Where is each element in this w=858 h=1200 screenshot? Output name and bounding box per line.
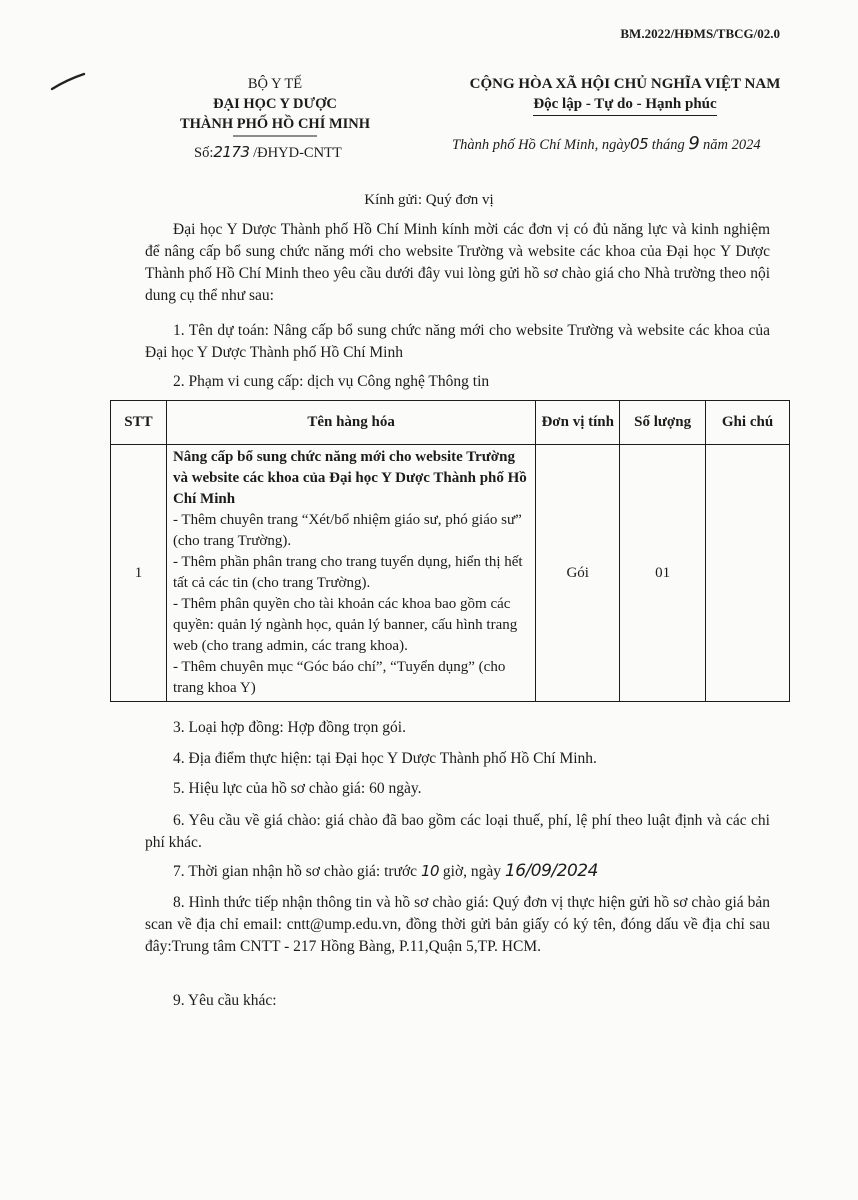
item-7-prefix: 7. Thời gian nhận hồ sơ chào giá: trước: [173, 863, 421, 880]
row-unit: Gói: [536, 445, 620, 702]
row-detail-1: - Thêm chuyên trang “Xét/bổ nhiệm giáo sư, phó giáo sư” (cho trang Trường).: [172, 512, 522, 549]
pen-mark-icon: [50, 72, 86, 92]
item-7-hour: 10: [420, 862, 440, 880]
national-header: [430, 74, 820, 116]
date-month: 9: [688, 133, 700, 154]
university-name-line1: ĐẠI HỌC Y DƯỢC: [213, 96, 337, 112]
issuer-header: [150, 74, 400, 134]
row-item-description: [166, 445, 535, 702]
item-7: [145, 860, 770, 883]
header-unit: Đơn vị tính: [536, 401, 620, 445]
header-underline: [233, 135, 317, 137]
country-name: CỘNG HÒA XÃ HỘI CHỦ NGHĨA VIỆT NAM: [469, 76, 781, 92]
form-code: BM.2022/HĐMS/TBCG/02.0: [620, 26, 780, 41]
item-7-mid: giờ, ngày: [439, 863, 505, 880]
national-motto: Độc lập - Tự do - Hạnh phúc: [533, 94, 716, 116]
doc-no-prefix: Số:: [194, 145, 214, 161]
header-name: Tên hàng hóa: [166, 401, 535, 445]
ministry-name: BỘ Y TẾ: [247, 76, 303, 92]
header-stt: STT: [111, 401, 167, 445]
item-5: [145, 778, 770, 800]
row-note: [706, 445, 790, 702]
row-detail-3: - Thêm phân quyền cho tài khoản các khoa bao gồm các quyền: quản lý ngành học, quản lý banner, cấu hình trang web (cho trang admin, các trang khoa).: [172, 596, 518, 654]
item-2: [145, 371, 770, 393]
item-2-text: 2. Phạm vi cung cấp: dịch vụ Công nghệ Thông tin: [173, 373, 490, 390]
row-stt: 1: [111, 445, 167, 702]
item-6-text: 6. Yêu cầu về giá chào: giá chào đã bao gồm các loại thuế, phí, lệ phí theo luật định và các chi phí khác.: [145, 812, 770, 851]
item-1-text: 1. Tên dự toán: Nâng cấp bổ sung chức năng mới cho website Trường và website các khoa của Đại học Y Dược Thành phố Hồ Chí Minh: [145, 322, 770, 361]
header-qty: Số lượng: [620, 401, 706, 445]
item-5-text: 5. Hiệu lực của hồ sơ chào giá: 60 ngày.: [173, 780, 422, 797]
goods-table: [110, 400, 790, 702]
item-8-text: 8. Hình thức tiếp nhận thông tin và hồ sơ chào giá: Quý đơn vị thực hiện gửi hồ sơ chào giá bản scan về địa chỉ email: cntt@ump.edu.vn, đồng thời gửi bản giấy có ký tên, đóng dấu về địa chỉ sau đây:Trung tâm CNTT - 217 Hồng Bàng, P.11,Quận 5,TP. HCM.: [145, 894, 770, 955]
date-day: 05: [630, 135, 649, 153]
doc-no-suffix: /ĐHYD-CNTT: [249, 145, 342, 161]
item-4-text: 4. Địa điểm thực hiện: tại Đại học Y Dược Thành phố Hồ Chí Minh.: [173, 750, 597, 767]
intro-paragraph: [145, 219, 770, 307]
item-6: [145, 810, 770, 854]
salutation: Kính gửi: Quý đơn vị: [364, 192, 494, 208]
item-8: [145, 892, 770, 958]
year-label: năm 2024: [699, 137, 761, 153]
place-prefix: Thành phố Hồ Chí Minh, ngày: [452, 137, 631, 153]
intro-text: Đại học Y Dược Thành phố Hồ Chí Minh kính mời các đơn vị có đủ năng lực và kinh nghiệm để nâng cấp bổ sung chức năng mới cho website Trường và website các khoa của Đại học Y Dược Thành phố Hồ Chí Minh theo yêu cầu dưới đây vui lòng gửi hồ sơ chào giá cho Nhà trường theo nội dung cụ thể như sau:: [145, 221, 770, 304]
item-7-date: 16/09/2024: [504, 861, 598, 881]
place-and-date: [452, 133, 761, 154]
item-3-text: 3. Loại hợp đồng: Hợp đồng trọn gói.: [173, 719, 406, 736]
row-detail-4: - Thêm chuyên mục “Góc báo chí”, “Tuyển dụng” (cho trang khoa Y): [172, 659, 506, 696]
header-note: Ghi chú: [706, 401, 790, 445]
month-label: tháng: [648, 137, 689, 153]
document-number: [194, 143, 342, 162]
university-name-line2: THÀNH PHỐ HỒ CHÍ MINH: [179, 116, 371, 132]
item-9-text: 9. Yêu cầu khác:: [173, 992, 277, 1009]
table-header-row: [111, 401, 790, 445]
doc-no-handwritten: 2173: [213, 143, 250, 161]
item-1: [145, 320, 770, 364]
row-item-title: Nâng cấp bổ sung chức năng mới cho website Trường và website các khoa của Đại học Y Dược Thành phố Hồ Chí Minh: [172, 449, 527, 507]
item-3: [145, 717, 770, 739]
item-9: [145, 990, 770, 1012]
item-4: [145, 748, 770, 770]
table-row: [111, 445, 790, 702]
row-qty: 01: [620, 445, 706, 702]
row-detail-2: - Thêm phần phân trang cho trang tuyển dụng, hiển thị hết tất cả các tin (cho trang Trường).: [172, 554, 523, 591]
